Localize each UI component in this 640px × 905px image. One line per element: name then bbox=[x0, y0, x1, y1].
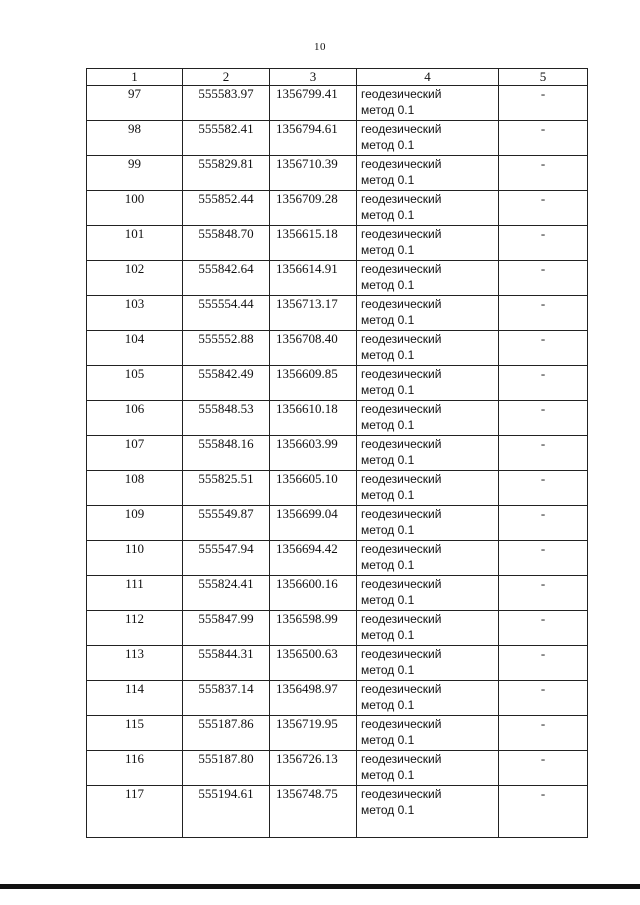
table-row bbox=[87, 156, 588, 191]
table-row bbox=[87, 121, 588, 156]
method-cell bbox=[357, 261, 499, 296]
table-row bbox=[87, 506, 588, 541]
point-number-cell: 104 bbox=[87, 331, 183, 366]
point-number-cell: 113 bbox=[87, 646, 183, 681]
y-coordinate-cell: 1356794.61 bbox=[270, 121, 357, 156]
x-coordinate-cell: 555187.86 bbox=[183, 716, 270, 751]
method-line-1: геодезический bbox=[361, 297, 442, 311]
table-row bbox=[87, 366, 588, 401]
method-line-1: геодезический bbox=[361, 367, 442, 381]
method-cell bbox=[357, 646, 499, 681]
method-line-2: метод 0.1 bbox=[361, 733, 415, 747]
point-number-cell: 115 bbox=[87, 716, 183, 751]
point-number-cell: 97 bbox=[87, 86, 183, 121]
note-cell: - bbox=[499, 261, 588, 296]
note-cell: - bbox=[499, 121, 588, 156]
x-coordinate-cell: 555848.70 bbox=[183, 226, 270, 261]
table-row bbox=[87, 401, 588, 436]
method-line-1: геодезический bbox=[361, 472, 442, 486]
table-row bbox=[87, 681, 588, 716]
method-line-2: метод 0.1 bbox=[361, 278, 415, 292]
x-coordinate-cell: 555842.49 bbox=[183, 366, 270, 401]
method-cell bbox=[357, 786, 499, 838]
y-coordinate-cell: 1356598.99 bbox=[270, 611, 357, 646]
method-line-1: геодезический bbox=[361, 577, 442, 591]
header-col-2: 2 bbox=[183, 69, 270, 86]
x-coordinate-cell: 555583.97 bbox=[183, 86, 270, 121]
x-coordinate-cell: 555552.88 bbox=[183, 331, 270, 366]
table-row bbox=[87, 296, 588, 331]
table-row bbox=[87, 716, 588, 751]
note-cell: - bbox=[499, 541, 588, 576]
bottom-rule bbox=[0, 884, 640, 889]
x-coordinate-cell: 555549.87 bbox=[183, 506, 270, 541]
y-coordinate-cell: 1356498.97 bbox=[270, 681, 357, 716]
method-line-1: геодезический bbox=[361, 682, 442, 696]
method-line-2: метод 0.1 bbox=[361, 593, 415, 607]
method-cell bbox=[357, 121, 499, 156]
y-coordinate-cell: 1356748.75 bbox=[270, 786, 357, 838]
y-coordinate-cell: 1356609.85 bbox=[270, 366, 357, 401]
method-line-1: геодезический bbox=[361, 437, 442, 451]
method-cell bbox=[357, 436, 499, 471]
method-line-1: геодезический bbox=[361, 262, 442, 276]
x-coordinate-cell: 555852.44 bbox=[183, 191, 270, 226]
table-row bbox=[87, 436, 588, 471]
x-coordinate-cell: 555844.31 bbox=[183, 646, 270, 681]
y-coordinate-cell: 1356615.18 bbox=[270, 226, 357, 261]
method-line-2: метод 0.1 bbox=[361, 418, 415, 432]
point-number-cell: 112 bbox=[87, 611, 183, 646]
method-cell bbox=[357, 751, 499, 786]
method-line-1: геодезический bbox=[361, 122, 442, 136]
header-col-3: 3 bbox=[270, 69, 357, 86]
table-row bbox=[87, 786, 588, 838]
method-line-1: геодезический bbox=[361, 192, 442, 206]
y-coordinate-cell: 1356605.10 bbox=[270, 471, 357, 506]
table-body bbox=[87, 86, 588, 838]
method-cell bbox=[357, 191, 499, 226]
coordinates-table bbox=[86, 68, 588, 838]
x-coordinate-cell: 555582.41 bbox=[183, 121, 270, 156]
point-number-cell: 98 bbox=[87, 121, 183, 156]
note-cell: - bbox=[499, 296, 588, 331]
method-cell bbox=[357, 86, 499, 121]
y-coordinate-cell: 1356713.17 bbox=[270, 296, 357, 331]
y-coordinate-cell: 1356709.28 bbox=[270, 191, 357, 226]
note-cell: - bbox=[499, 611, 588, 646]
method-line-2: метод 0.1 bbox=[361, 313, 415, 327]
method-line-1: геодезический bbox=[361, 612, 442, 626]
note-cell: - bbox=[499, 86, 588, 121]
method-line-1: геодезический bbox=[361, 507, 442, 521]
x-coordinate-cell: 555837.14 bbox=[183, 681, 270, 716]
point-number-cell: 107 bbox=[87, 436, 183, 471]
point-number-cell: 103 bbox=[87, 296, 183, 331]
note-cell: - bbox=[499, 506, 588, 541]
y-coordinate-cell: 1356500.63 bbox=[270, 646, 357, 681]
table-row bbox=[87, 261, 588, 296]
note-cell: - bbox=[499, 751, 588, 786]
header-col-1: 1 bbox=[87, 69, 183, 86]
y-coordinate-cell: 1356600.16 bbox=[270, 576, 357, 611]
table-row bbox=[87, 646, 588, 681]
table-row bbox=[87, 611, 588, 646]
point-number-cell: 102 bbox=[87, 261, 183, 296]
method-line-2: метод 0.1 bbox=[361, 173, 415, 187]
method-line-2: метод 0.1 bbox=[361, 138, 415, 152]
method-line-1: геодезический bbox=[361, 787, 442, 801]
x-coordinate-cell: 555825.51 bbox=[183, 471, 270, 506]
x-coordinate-cell: 555842.64 bbox=[183, 261, 270, 296]
note-cell: - bbox=[499, 471, 588, 506]
method-line-1: геодезический bbox=[361, 647, 442, 661]
method-cell bbox=[357, 611, 499, 646]
header-col-5: 5 bbox=[499, 69, 588, 86]
note-cell: - bbox=[499, 191, 588, 226]
note-cell: - bbox=[499, 716, 588, 751]
method-line-1: геодезический bbox=[361, 717, 442, 731]
y-coordinate-cell: 1356726.13 bbox=[270, 751, 357, 786]
note-cell: - bbox=[499, 401, 588, 436]
y-coordinate-cell: 1356610.18 bbox=[270, 401, 357, 436]
x-coordinate-cell: 555194.61 bbox=[183, 786, 270, 838]
x-coordinate-cell: 555824.41 bbox=[183, 576, 270, 611]
note-cell: - bbox=[499, 436, 588, 471]
x-coordinate-cell: 555547.94 bbox=[183, 541, 270, 576]
point-number-cell: 105 bbox=[87, 366, 183, 401]
method-cell bbox=[357, 156, 499, 191]
x-coordinate-cell: 555554.44 bbox=[183, 296, 270, 331]
method-line-1: геодезический bbox=[361, 542, 442, 556]
point-number-cell: 108 bbox=[87, 471, 183, 506]
y-coordinate-cell: 1356710.39 bbox=[270, 156, 357, 191]
method-cell bbox=[357, 716, 499, 751]
method-line-2: метод 0.1 bbox=[361, 383, 415, 397]
note-cell: - bbox=[499, 576, 588, 611]
y-coordinate-cell: 1356799.41 bbox=[270, 86, 357, 121]
method-line-1: геодезический bbox=[361, 332, 442, 346]
y-coordinate-cell: 1356699.04 bbox=[270, 506, 357, 541]
x-coordinate-cell: 555187.80 bbox=[183, 751, 270, 786]
table-row bbox=[87, 191, 588, 226]
table-row bbox=[87, 471, 588, 506]
method-line-2: метод 0.1 bbox=[361, 663, 415, 677]
method-line-2: метод 0.1 bbox=[361, 768, 415, 782]
point-number-cell: 114 bbox=[87, 681, 183, 716]
table-row bbox=[87, 541, 588, 576]
x-coordinate-cell: 555847.99 bbox=[183, 611, 270, 646]
method-line-2: метод 0.1 bbox=[361, 803, 415, 817]
note-cell: - bbox=[499, 786, 588, 838]
method-cell bbox=[357, 331, 499, 366]
note-cell: - bbox=[499, 156, 588, 191]
table-row bbox=[87, 331, 588, 366]
y-coordinate-cell: 1356719.95 bbox=[270, 716, 357, 751]
method-line-2: метод 0.1 bbox=[361, 628, 415, 642]
method-line-2: метод 0.1 bbox=[361, 523, 415, 537]
table-header-row bbox=[87, 69, 588, 86]
method-cell bbox=[357, 541, 499, 576]
method-line-2: метод 0.1 bbox=[361, 698, 415, 712]
table-row bbox=[87, 226, 588, 261]
note-cell: - bbox=[499, 646, 588, 681]
method-cell bbox=[357, 681, 499, 716]
y-coordinate-cell: 1356694.42 bbox=[270, 541, 357, 576]
method-line-2: метод 0.1 bbox=[361, 243, 415, 257]
table-row bbox=[87, 86, 588, 121]
x-coordinate-cell: 555848.16 bbox=[183, 436, 270, 471]
method-cell bbox=[357, 401, 499, 436]
method-cell bbox=[357, 226, 499, 261]
method-line-2: метод 0.1 bbox=[361, 453, 415, 467]
y-coordinate-cell: 1356708.40 bbox=[270, 331, 357, 366]
table-row bbox=[87, 751, 588, 786]
method-line-1: геодезический bbox=[361, 157, 442, 171]
page-number: 10 bbox=[314, 41, 326, 53]
method-line-1: геодезический bbox=[361, 402, 442, 416]
y-coordinate-cell: 1356603.99 bbox=[270, 436, 357, 471]
y-coordinate-cell: 1356614.91 bbox=[270, 261, 357, 296]
note-cell: - bbox=[499, 331, 588, 366]
point-number-cell: 99 bbox=[87, 156, 183, 191]
method-cell bbox=[357, 366, 499, 401]
method-line-2: метод 0.1 bbox=[361, 103, 415, 117]
method-line-1: геодезический bbox=[361, 227, 442, 241]
note-cell: - bbox=[499, 681, 588, 716]
x-coordinate-cell: 555829.81 bbox=[183, 156, 270, 191]
header-col-4: 4 bbox=[357, 69, 499, 86]
point-number-cell: 110 bbox=[87, 541, 183, 576]
point-number-cell: 109 bbox=[87, 506, 183, 541]
method-cell bbox=[357, 296, 499, 331]
method-line-2: метод 0.1 bbox=[361, 488, 415, 502]
note-cell: - bbox=[499, 366, 588, 401]
point-number-cell: 100 bbox=[87, 191, 183, 226]
note-cell: - bbox=[499, 226, 588, 261]
method-line-1: геодезический bbox=[361, 752, 442, 766]
x-coordinate-cell: 555848.53 bbox=[183, 401, 270, 436]
method-line-1: геодезический bbox=[361, 87, 442, 101]
point-number-cell: 106 bbox=[87, 401, 183, 436]
method-line-2: метод 0.1 bbox=[361, 348, 415, 362]
method-line-2: метод 0.1 bbox=[361, 558, 415, 572]
point-number-cell: 111 bbox=[87, 576, 183, 611]
method-line-2: метод 0.1 bbox=[361, 208, 415, 222]
point-number-cell: 116 bbox=[87, 751, 183, 786]
point-number-cell: 117 bbox=[87, 786, 183, 838]
table-row bbox=[87, 576, 588, 611]
point-number-cell: 101 bbox=[87, 226, 183, 261]
method-cell bbox=[357, 576, 499, 611]
method-cell bbox=[357, 506, 499, 541]
method-cell bbox=[357, 471, 499, 506]
